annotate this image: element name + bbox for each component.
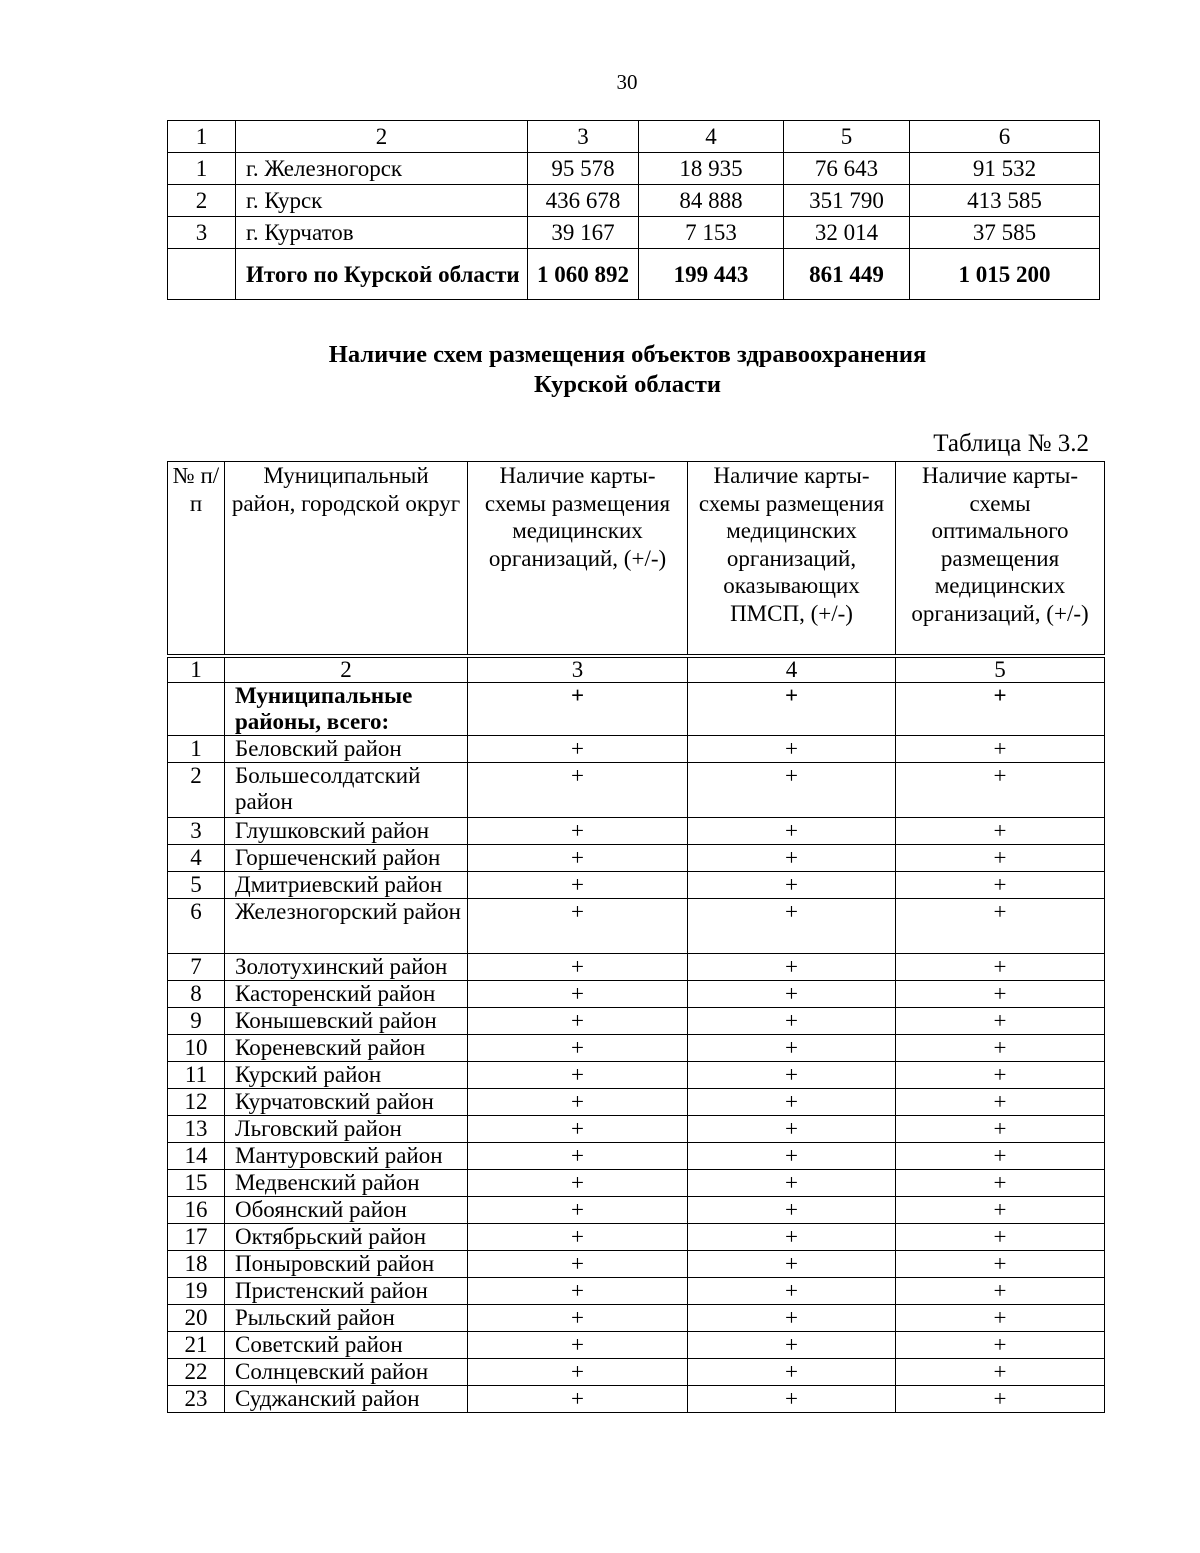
availability-cell: + bbox=[688, 1062, 896, 1089]
row-index: 22 bbox=[168, 1359, 225, 1386]
availability-cell: + bbox=[468, 1359, 688, 1386]
row-index: 11 bbox=[168, 1062, 225, 1089]
availability-cell: + bbox=[468, 981, 688, 1008]
availability-cell: + bbox=[896, 981, 1105, 1008]
availability-cell: + bbox=[896, 1170, 1105, 1197]
availability-cell: + bbox=[688, 1278, 896, 1305]
availability-cell: + bbox=[688, 899, 896, 954]
table-row bbox=[168, 736, 1105, 763]
availability-cell: + bbox=[688, 818, 896, 845]
row-index: 21 bbox=[168, 1332, 225, 1359]
row-index: 13 bbox=[168, 1116, 225, 1143]
availability-cell: + bbox=[896, 954, 1105, 981]
availability-cell: + bbox=[468, 818, 688, 845]
availability-cell: + bbox=[688, 981, 896, 1008]
district-name: Поныровский район bbox=[225, 1251, 468, 1278]
availability-cell: + bbox=[468, 1305, 688, 1332]
total-index-cell bbox=[168, 249, 236, 300]
district-name: Советский район bbox=[225, 1332, 468, 1359]
availability-cell: + bbox=[468, 1251, 688, 1278]
availability-cell: + bbox=[468, 1197, 688, 1224]
table-row bbox=[168, 1089, 1105, 1116]
table-row bbox=[168, 1359, 1105, 1386]
availability-cell: + bbox=[896, 1062, 1105, 1089]
availability-cell: + bbox=[688, 845, 896, 872]
availability-cell: + bbox=[896, 845, 1105, 872]
availability-cell: + bbox=[468, 1332, 688, 1359]
column-header: № п/п bbox=[168, 462, 225, 657]
availability-cell: + bbox=[896, 763, 1105, 818]
column-number: 4 bbox=[688, 656, 896, 683]
availability-cell: + bbox=[688, 736, 896, 763]
district-name: Суджанский район bbox=[225, 1386, 468, 1413]
total-value: 861 449 bbox=[784, 249, 910, 300]
table-row bbox=[168, 954, 1105, 981]
column-number: 5 bbox=[896, 656, 1105, 683]
health-schemes-table bbox=[167, 461, 1105, 1413]
district-name: Железногорский район bbox=[225, 899, 468, 954]
row-index: 17 bbox=[168, 1224, 225, 1251]
column-number: 2 bbox=[236, 121, 528, 153]
availability-cell: + bbox=[468, 763, 688, 818]
availability-cell: + bbox=[468, 1062, 688, 1089]
district-name: Солнцевский район bbox=[225, 1359, 468, 1386]
availability-cell: + bbox=[688, 1359, 896, 1386]
district-name: Обоянский район bbox=[225, 1197, 468, 1224]
row-index: 10 bbox=[168, 1035, 225, 1062]
heading-line: Курской области bbox=[533, 371, 722, 398]
table-row bbox=[168, 1386, 1105, 1413]
availability-cell: + bbox=[896, 1035, 1105, 1062]
district-name: Курский район bbox=[225, 1062, 468, 1089]
table-cell: 39 167 bbox=[528, 217, 639, 249]
district-name: Большесолдатский район bbox=[225, 763, 468, 818]
table-cell: 413 585 bbox=[910, 185, 1100, 217]
availability-cell: + bbox=[468, 736, 688, 763]
table-cell: 351 790 bbox=[784, 185, 910, 217]
table-cell: 32 014 bbox=[784, 217, 910, 249]
column-header: Наличие карты-схемы размещения медицинских организаций, оказывающих ПМСП, (+/-) bbox=[688, 462, 896, 657]
availability-cell: + bbox=[688, 1197, 896, 1224]
total-value: 199 443 bbox=[639, 249, 784, 300]
district-name: Беловский район bbox=[225, 736, 468, 763]
table-cell: 18 935 bbox=[639, 153, 784, 185]
group-label: Муниципальные районы, всего: bbox=[225, 683, 468, 736]
column-number: 1 bbox=[168, 121, 236, 153]
district-name: Глушковский район bbox=[225, 818, 468, 845]
availability-cell: + bbox=[688, 1116, 896, 1143]
row-index: 9 bbox=[168, 1008, 225, 1035]
row-index: 3 bbox=[168, 217, 236, 249]
availability-cell: + bbox=[896, 1278, 1105, 1305]
row-index: 3 bbox=[168, 818, 225, 845]
district-name: Курчатовский район bbox=[225, 1089, 468, 1116]
availability-cell: + bbox=[468, 872, 688, 899]
row-index: 23 bbox=[168, 1386, 225, 1413]
table-cell: 95 578 bbox=[528, 153, 639, 185]
district-name: Рыльский район bbox=[225, 1305, 468, 1332]
availability-cell: + bbox=[688, 1305, 896, 1332]
availability-cell: + bbox=[688, 872, 896, 899]
column-number: 5 bbox=[784, 121, 910, 153]
column-number: 3 bbox=[468, 656, 688, 683]
locality-name: г. Курск bbox=[236, 185, 528, 217]
table-cell: 76 643 bbox=[784, 153, 910, 185]
column-number: 4 bbox=[639, 121, 784, 153]
availability-cell: + bbox=[468, 1278, 688, 1305]
availability-cell: + bbox=[896, 1197, 1105, 1224]
table-row bbox=[168, 1278, 1105, 1305]
table-row bbox=[168, 818, 1105, 845]
row-index: 7 bbox=[168, 954, 225, 981]
availability-cell: + bbox=[688, 1332, 896, 1359]
district-name: Касторенский район bbox=[225, 981, 468, 1008]
table-row bbox=[168, 1116, 1105, 1143]
locality-name: г. Курчатов bbox=[236, 217, 528, 249]
availability-cell: + bbox=[896, 1116, 1105, 1143]
availability-cell: + bbox=[896, 1143, 1105, 1170]
row-index: 8 bbox=[168, 981, 225, 1008]
group-value: + bbox=[688, 683, 896, 736]
group-row bbox=[168, 683, 1105, 736]
row-index: 16 bbox=[168, 1197, 225, 1224]
availability-cell: + bbox=[896, 899, 1105, 954]
district-name: Кореневский район bbox=[225, 1035, 468, 1062]
district-name: Горшеченский район bbox=[225, 845, 468, 872]
availability-cell: + bbox=[896, 736, 1105, 763]
locality-name: г. Железногорск bbox=[236, 153, 528, 185]
district-name: Мантуровский район bbox=[225, 1143, 468, 1170]
population-table bbox=[167, 120, 1100, 300]
heading-line: Наличие схем размещения объектов здравоохранения bbox=[328, 341, 927, 368]
availability-cell: + bbox=[468, 1116, 688, 1143]
availability-cell: + bbox=[468, 845, 688, 872]
column-number-row bbox=[168, 656, 1105, 683]
availability-cell: + bbox=[896, 1251, 1105, 1278]
group-value: + bbox=[896, 683, 1105, 736]
row-index: 15 bbox=[168, 1170, 225, 1197]
group-value: + bbox=[468, 683, 688, 736]
column-number: 1 bbox=[168, 656, 225, 683]
availability-cell: + bbox=[688, 1008, 896, 1035]
table-row bbox=[168, 1143, 1105, 1170]
header-row bbox=[168, 462, 1105, 657]
availability-cell: + bbox=[896, 1305, 1105, 1332]
total-value: 1 015 200 bbox=[910, 249, 1100, 300]
row-index: 2 bbox=[168, 763, 225, 818]
availability-cell: + bbox=[688, 954, 896, 981]
column-number: 2 bbox=[225, 656, 468, 683]
row-index: 1 bbox=[168, 153, 236, 185]
table-row bbox=[168, 153, 1100, 185]
section-heading bbox=[200, 340, 1055, 400]
availability-cell: + bbox=[688, 1224, 896, 1251]
availability-cell: + bbox=[688, 1170, 896, 1197]
district-name: Медвенский район bbox=[225, 1170, 468, 1197]
row-index: 20 bbox=[168, 1305, 225, 1332]
row-index: 12 bbox=[168, 1089, 225, 1116]
table-cell: 91 532 bbox=[910, 153, 1100, 185]
district-name: Льговский район bbox=[225, 1116, 468, 1143]
availability-cell: + bbox=[468, 1170, 688, 1197]
column-number-row bbox=[168, 121, 1100, 153]
row-index: 4 bbox=[168, 845, 225, 872]
table-row bbox=[168, 1170, 1105, 1197]
availability-cell: + bbox=[688, 1143, 896, 1170]
availability-cell: + bbox=[688, 1035, 896, 1062]
column-header: Наличие карты-схемы размещения медицинских организаций, (+/-) bbox=[468, 462, 688, 657]
total-value: 1 060 892 bbox=[528, 249, 639, 300]
district-name: Октябрьский район bbox=[225, 1224, 468, 1251]
table-row bbox=[168, 1062, 1105, 1089]
table-caption: Таблица № 3.2 bbox=[933, 430, 1089, 457]
availability-cell: + bbox=[896, 818, 1105, 845]
row-index: 2 bbox=[168, 185, 236, 217]
availability-cell: + bbox=[896, 1386, 1105, 1413]
availability-cell: + bbox=[468, 1008, 688, 1035]
availability-cell: + bbox=[688, 1251, 896, 1278]
availability-cell: + bbox=[468, 1386, 688, 1413]
district-name: Пристенский район bbox=[225, 1278, 468, 1305]
availability-cell: + bbox=[896, 1359, 1105, 1386]
availability-cell: + bbox=[468, 899, 688, 954]
availability-cell: + bbox=[468, 1143, 688, 1170]
table-row bbox=[168, 1332, 1105, 1359]
availability-cell: + bbox=[688, 763, 896, 818]
table-row bbox=[168, 1035, 1105, 1062]
availability-cell: + bbox=[688, 1089, 896, 1116]
page-number: 30 bbox=[616, 70, 638, 94]
table-cell: 84 888 bbox=[639, 185, 784, 217]
availability-cell: + bbox=[468, 1089, 688, 1116]
row-index: 5 bbox=[168, 872, 225, 899]
row-index: 18 bbox=[168, 1251, 225, 1278]
table-row bbox=[168, 1008, 1105, 1035]
availability-cell: + bbox=[688, 1386, 896, 1413]
availability-cell: + bbox=[468, 1035, 688, 1062]
table-row bbox=[168, 217, 1100, 249]
table-row bbox=[168, 981, 1105, 1008]
column-header: Муниципальный район, городской округ bbox=[225, 462, 468, 657]
table-cell: 7 153 bbox=[639, 217, 784, 249]
availability-cell: + bbox=[468, 1224, 688, 1251]
table-cell: 436 678 bbox=[528, 185, 639, 217]
total-label: Итого по Курской области bbox=[236, 249, 528, 300]
availability-cell: + bbox=[896, 872, 1105, 899]
availability-cell: + bbox=[896, 1089, 1105, 1116]
row-index: 6 bbox=[168, 899, 225, 954]
table-row bbox=[168, 1224, 1105, 1251]
table-row bbox=[168, 1305, 1105, 1332]
table-cell: 37 585 bbox=[910, 217, 1100, 249]
district-name: Золотухинский район bbox=[225, 954, 468, 981]
row-index: 19 bbox=[168, 1278, 225, 1305]
table-row bbox=[168, 899, 1105, 954]
table-row bbox=[168, 763, 1105, 818]
availability-cell: + bbox=[896, 1224, 1105, 1251]
column-number: 3 bbox=[528, 121, 639, 153]
table-row bbox=[168, 1197, 1105, 1224]
table-row bbox=[168, 872, 1105, 899]
availability-cell: + bbox=[896, 1332, 1105, 1359]
table-row bbox=[168, 185, 1100, 217]
district-name: Конышевский район bbox=[225, 1008, 468, 1035]
group-index-cell bbox=[168, 683, 225, 736]
district-name: Дмитриевский район bbox=[225, 872, 468, 899]
availability-cell: + bbox=[896, 1008, 1105, 1035]
column-number: 6 bbox=[910, 121, 1100, 153]
column-header: Наличие карты-схемы оптимального размещения медицинских организаций, (+/-) bbox=[896, 462, 1105, 657]
availability-cell: + bbox=[468, 954, 688, 981]
row-index: 1 bbox=[168, 736, 225, 763]
table-row bbox=[168, 845, 1105, 872]
row-index: 14 bbox=[168, 1143, 225, 1170]
total-row bbox=[168, 249, 1100, 300]
table-row bbox=[168, 1251, 1105, 1278]
